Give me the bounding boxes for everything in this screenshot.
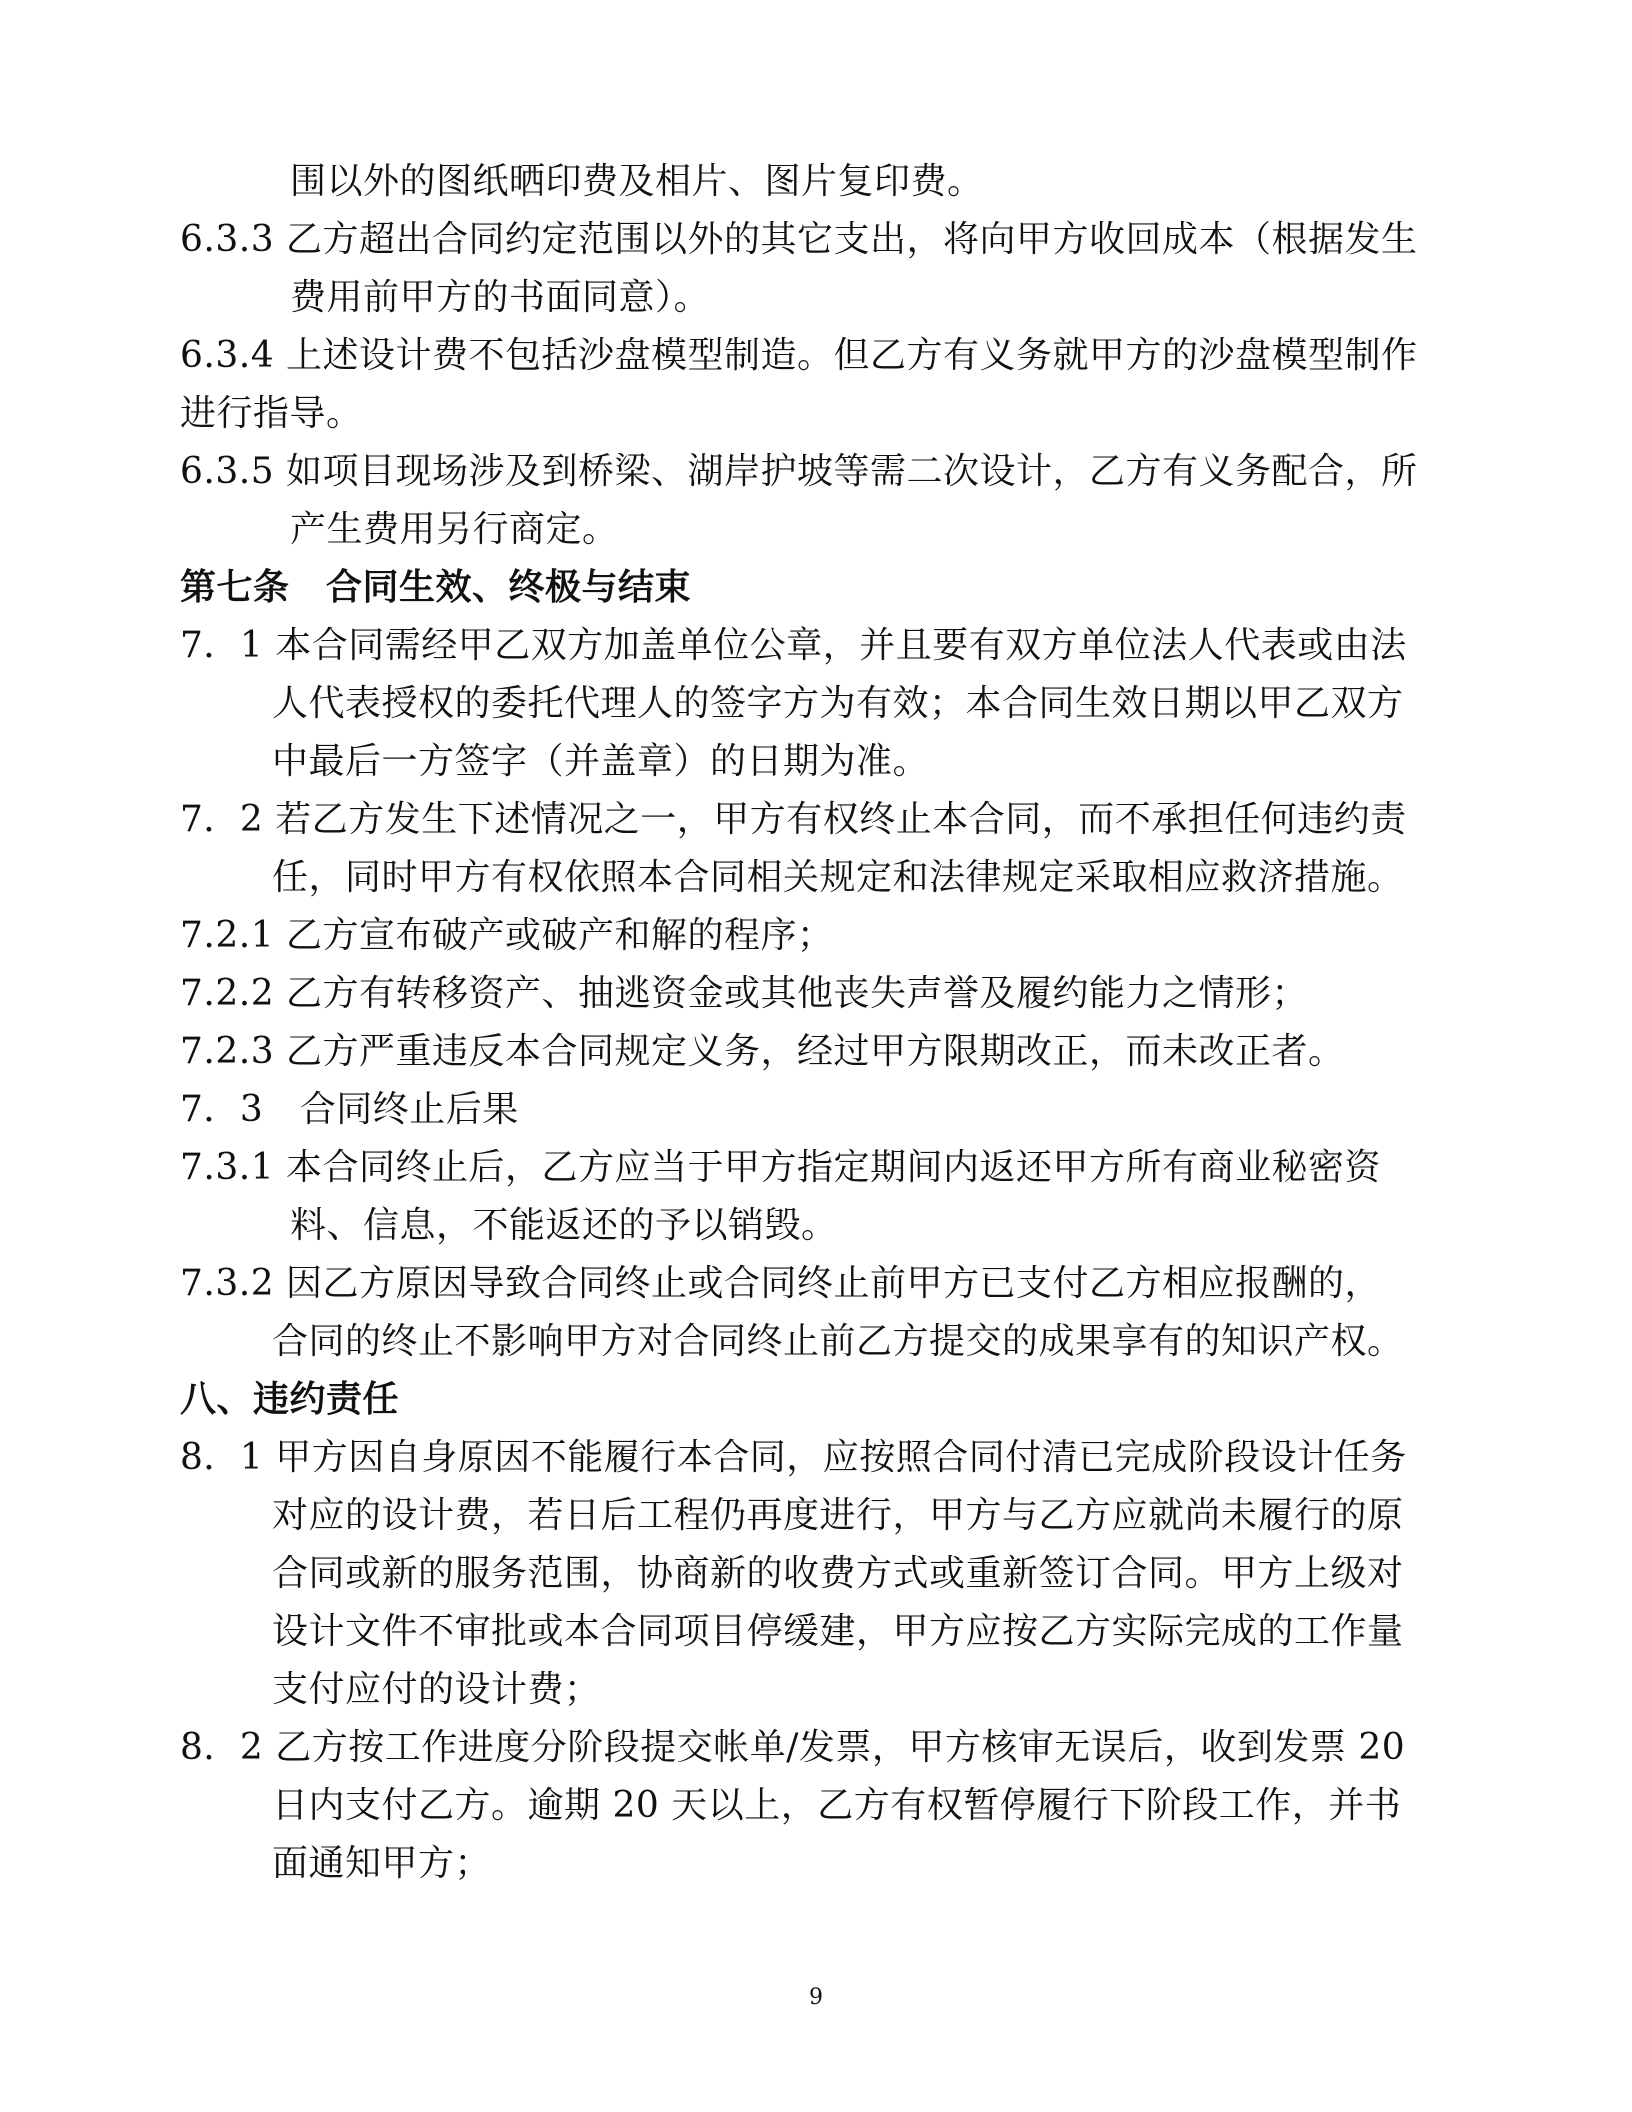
text-line: 产生费用另行商定。 (290, 509, 619, 550)
clause-7-3-1: 7.3.1 本合同终止后，乙方应当于甲方指定期间内返还甲方所有商业秘密资 (180, 1147, 1382, 1188)
clause-7-1: 7．1 本合同需经甲乙双方加盖单位公章，并且要有双方单位法人代表或由法 (180, 625, 1407, 666)
text-line: 对应的设计费，若日后工程仍再度进行，甲方与乙方应就尚未履行的原 (272, 1495, 1404, 1536)
clause-7-2: 7．2 若乙方发生下述情况之一，甲方有权终止本合同，而不承担任何违约责 (180, 799, 1407, 840)
clause-7-2-3: 7.2.3 乙方严重违反本合同规定义务，经过甲方限期改正，而未改正者。 (180, 1031, 1345, 1072)
clause-6-3-5: 6.3.5 如项目现场涉及到桥梁、湖岸护坡等需二次设计，乙方有义务配合，所 (180, 451, 1418, 492)
text-line: 人代表授权的委托代理人的签字方为有效；本合同生效日期以甲乙双方 (272, 683, 1404, 724)
text-line: 合同或新的服务范围，协商新的收费方式或重新签订合同。甲方上级对 (272, 1553, 1404, 1594)
clause-8-1: 8．1 甲方因自身原因不能履行本合同，应按照合同付清已完成阶段设计任务 (180, 1437, 1407, 1478)
text-line: 费用前甲方的书面同意）。 (290, 277, 711, 318)
section-heading-article-7: 第七条 合同生效、终极与结束 (180, 567, 692, 608)
clause-6-3-3: 6.3.3 乙方超出合同约定范围以外的其它支出，将向甲方收回成本（根据发生 (180, 219, 1418, 260)
text-line: 中最后一方签字（并盖章）的日期为准。 (272, 741, 930, 782)
clause-7-2-1: 7.2.1 乙方宣布破产或破产和解的程序； (180, 915, 834, 956)
text-line: 料、信息，不能返还的予以销毁。 (290, 1205, 838, 1246)
section-heading-breach-liability: 八、违约责任 (180, 1379, 400, 1420)
text-line: 任，同时甲方有权依照本合同相关规定和法律规定采取相应救济措施。 (272, 857, 1404, 898)
page-number: 9 (809, 1985, 823, 2010)
clause-7-2-2: 7.2.2 乙方有转移资产、抽逃资金或其他丧失声誉及履约能力之情形； (180, 973, 1309, 1014)
text-line: 面通知甲方； (272, 1843, 492, 1884)
text-line: 进行指导。 (180, 393, 363, 434)
text-line: 设计文件不审批或本合同项目停缓建，甲方应按乙方实际完成的工作量 (272, 1611, 1404, 1652)
clause-8-2: 8．2 乙方按工作进度分阶段提交帐单/发票，甲方核审无误后，收到发票 20 (180, 1727, 1406, 1768)
text-line: 围以外的图纸晒印费及相片、图片复印费。 (290, 161, 984, 202)
text-line: 支付应付的设计费； (272, 1669, 601, 1710)
clause-6-3-4: 6.3.4 上述设计费不包括沙盘模型制造。但乙方有义务就甲方的沙盘模型制作 (180, 335, 1418, 376)
clause-7-3-2: 7.3.2 因乙方原因导致合同终止或合同终止前甲方已支付乙方相应报酬的， (180, 1263, 1382, 1304)
text-line: 合同的终止不影响甲方对合同终止前乙方提交的成果享有的知识产权。 (272, 1321, 1404, 1362)
text-line: 日内支付乙方。逾期 20 天以上，乙方有权暂停履行下阶段工作，并书 (272, 1785, 1402, 1826)
clause-7-3: 7．3 合同终止后果 (180, 1089, 519, 1130)
